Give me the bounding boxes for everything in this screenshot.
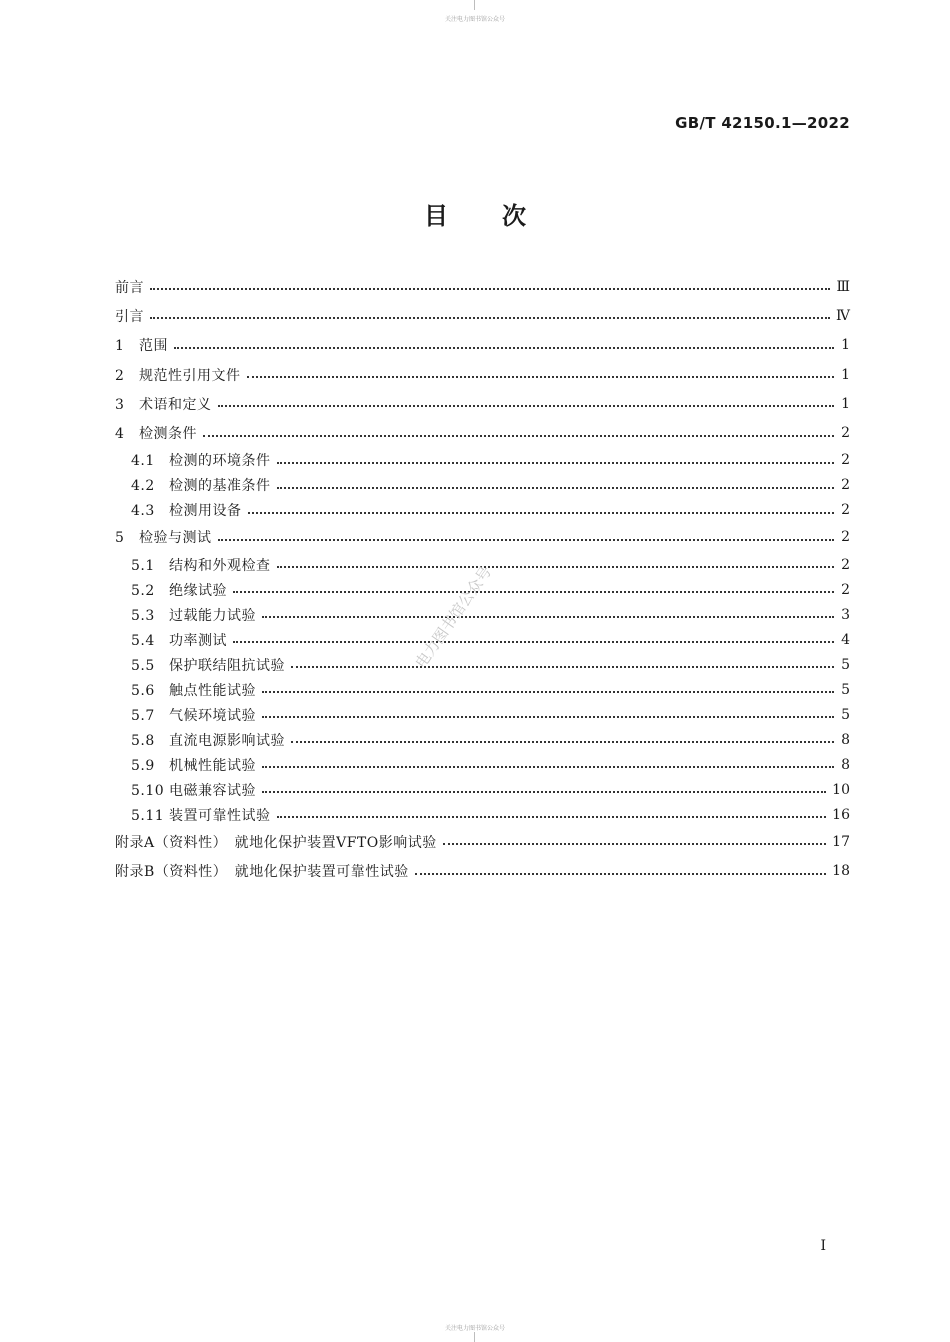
toc-entry-page: 17 bbox=[832, 833, 850, 850]
toc-entry-label bbox=[115, 680, 256, 700]
toc-entry[interactable] bbox=[115, 448, 850, 473]
toc-entry-label bbox=[115, 730, 285, 750]
toc-entry-number: 4.1 bbox=[131, 453, 155, 470]
toc-entry[interactable] bbox=[115, 418, 850, 447]
toc-entry-number: 5.1 bbox=[131, 557, 155, 574]
toc-entry-text: 触点性能试验 bbox=[169, 682, 256, 699]
toc-entry-page: 8 bbox=[841, 756, 850, 773]
toc-entry[interactable] bbox=[115, 523, 850, 552]
toc-leader-dots bbox=[262, 715, 834, 718]
toc-entry-label bbox=[115, 306, 144, 326]
toc-entry-text: 附录A（资料性） 就地化保护装置VFTO影响试验 bbox=[115, 834, 437, 851]
toc-entry-label bbox=[115, 705, 256, 725]
toc-entry-number: 5.6 bbox=[131, 682, 155, 699]
toc-leader-dots bbox=[262, 790, 826, 793]
toc-entry-page: 2 bbox=[841, 581, 850, 598]
toc-entry-page: 2 bbox=[841, 502, 850, 519]
toc-leader-dots bbox=[247, 375, 835, 378]
toc-entry-text: 规范性引用文件 bbox=[139, 367, 241, 384]
toc-entry-text: 绝缘试验 bbox=[169, 582, 227, 599]
toc-entry-label bbox=[115, 580, 227, 600]
toc-entry-page: 2 bbox=[841, 529, 850, 546]
toc-entry-text: 保护联结阻抗试验 bbox=[169, 657, 285, 674]
watermark-rule-bottom bbox=[474, 1332, 475, 1342]
toc-leader-dots bbox=[277, 461, 835, 464]
toc-entry-number: 5.7 bbox=[131, 707, 155, 724]
toc-entry-label bbox=[115, 655, 285, 675]
toc-entry-label bbox=[115, 755, 256, 775]
toc-entry-label bbox=[115, 630, 227, 650]
toc-leader-dots bbox=[248, 511, 835, 514]
toc-entry-number: 3 bbox=[115, 396, 125, 413]
toc-entry-page: 1 bbox=[841, 366, 850, 383]
toc-entry-label bbox=[115, 423, 197, 443]
toc-leader-dots bbox=[443, 842, 826, 845]
toc-entry-page: 4 bbox=[841, 631, 850, 648]
toc-entry[interactable] bbox=[115, 702, 850, 727]
toc-entry-page: 2 bbox=[841, 556, 850, 573]
toc-entry-page: 5 bbox=[841, 656, 850, 673]
standard-number: GB/T 42150.1—2022 bbox=[675, 114, 850, 132]
toc-leader-dots bbox=[203, 434, 834, 437]
toc-entry-page: 2 bbox=[841, 477, 850, 494]
page-number: Ⅰ bbox=[820, 1238, 826, 1254]
toc-entry-page: 5 bbox=[841, 706, 850, 723]
toc-entry-text: 气候环境试验 bbox=[169, 707, 256, 724]
toc-entry-label bbox=[115, 394, 212, 414]
toc-entry-text: 功率测试 bbox=[169, 632, 227, 649]
toc-leader-dots bbox=[277, 815, 827, 818]
toc-entry[interactable] bbox=[115, 827, 850, 856]
toc-entry[interactable] bbox=[115, 777, 850, 802]
toc-entry[interactable] bbox=[115, 752, 850, 777]
toc-entry-page: Ⅲ bbox=[836, 278, 850, 295]
toc-entry-label bbox=[115, 277, 144, 297]
toc-entry-number: 5 bbox=[115, 530, 125, 547]
toc-entry-label bbox=[115, 475, 271, 495]
toc-leader-dots bbox=[233, 590, 834, 593]
toc-entry[interactable] bbox=[115, 272, 850, 301]
toc-entry-page: 16 bbox=[832, 806, 850, 823]
watermark-center: 电力图书馆公众号 bbox=[411, 562, 496, 672]
toc-entry-number: 5.2 bbox=[131, 582, 155, 599]
page-title: 目次 bbox=[424, 202, 580, 230]
toc-leader-dots bbox=[218, 538, 835, 541]
toc-entry-label bbox=[115, 335, 168, 355]
toc-entry-text: 范围 bbox=[139, 338, 168, 355]
toc-entry-label bbox=[115, 780, 256, 800]
toc-entry-label bbox=[115, 805, 271, 825]
toc-entry-page: 2 bbox=[841, 425, 850, 442]
toc-entry-text: 直流电源影响试验 bbox=[169, 732, 285, 749]
toc-entry-text: 检测的环境条件 bbox=[169, 453, 271, 470]
toc-entry[interactable] bbox=[115, 727, 850, 752]
toc-entry-number: 5.10 bbox=[131, 782, 165, 799]
toc-entry-number: 5.9 bbox=[131, 757, 155, 774]
toc-entry[interactable] bbox=[115, 498, 850, 523]
toc-entry-page: 1 bbox=[841, 337, 850, 354]
toc-entry-number: 4.2 bbox=[131, 478, 155, 495]
toc-entry-number: 5.4 bbox=[131, 632, 155, 649]
toc-leader-dots bbox=[150, 287, 830, 290]
toc-leader-dots bbox=[291, 665, 834, 668]
toc-entry-text: 前言 bbox=[115, 279, 144, 296]
toc-leader-dots bbox=[415, 872, 826, 875]
toc-entry-number: 1 bbox=[115, 338, 125, 355]
watermark-rule-top bbox=[474, 0, 475, 10]
toc-entry-text: 装置可靠性试验 bbox=[169, 807, 271, 824]
toc-entry-label bbox=[115, 450, 271, 470]
toc-entry-number: 4 bbox=[115, 426, 125, 443]
toc-entry-text: 检测的基准条件 bbox=[169, 478, 271, 495]
toc-leader-dots bbox=[150, 316, 830, 319]
toc-entry-number: 2 bbox=[115, 367, 125, 384]
toc-entry[interactable] bbox=[115, 360, 850, 389]
toc-entry[interactable] bbox=[115, 802, 850, 827]
toc-leader-dots bbox=[174, 346, 834, 349]
toc-entry-label bbox=[115, 500, 242, 520]
toc-entry-page: 18 bbox=[832, 863, 850, 880]
toc-entry-number: 5.5 bbox=[131, 657, 155, 674]
toc-leader-dots bbox=[262, 765, 834, 768]
toc-leader-dots bbox=[233, 640, 834, 643]
toc-entry[interactable] bbox=[115, 473, 850, 498]
toc-entry-number: 5.11 bbox=[131, 807, 165, 824]
toc-entry-text: 过载能力试验 bbox=[169, 607, 256, 624]
toc-leader-dots bbox=[262, 615, 834, 618]
toc-entry-label bbox=[115, 861, 409, 881]
toc-entry-text: 检测用设备 bbox=[169, 503, 242, 520]
toc-entry[interactable] bbox=[115, 677, 850, 702]
toc-entry[interactable] bbox=[115, 602, 850, 627]
toc-entry[interactable] bbox=[115, 331, 850, 360]
toc-entry-text: 检验与测试 bbox=[139, 530, 212, 547]
toc-leader-dots bbox=[277, 486, 835, 489]
toc-entry-text: 结构和外观检查 bbox=[169, 557, 271, 574]
toc-entry-page: 1 bbox=[841, 395, 850, 412]
toc-entry-text: 附录B（资料性） 就地化保护装置可靠性试验 bbox=[115, 864, 409, 881]
toc-entry-page: 8 bbox=[841, 731, 850, 748]
toc-entry[interactable] bbox=[115, 856, 850, 885]
toc-leader-dots bbox=[291, 740, 834, 743]
toc-entry-text: 术语和定义 bbox=[139, 396, 212, 413]
toc-entry-label bbox=[115, 365, 241, 385]
toc-leader-dots bbox=[277, 565, 835, 568]
toc-entry-text: 引言 bbox=[115, 308, 144, 325]
toc-entry-page: Ⅳ bbox=[836, 307, 850, 324]
toc-entry-number: 5.8 bbox=[131, 732, 155, 749]
toc-leader-dots bbox=[262, 690, 834, 693]
toc-entry-label bbox=[115, 527, 212, 547]
toc-entry-text: 机械性能试验 bbox=[169, 757, 256, 774]
toc-entry-page: 10 bbox=[832, 781, 850, 798]
toc-entry-page: 3 bbox=[841, 606, 850, 623]
toc-entry[interactable] bbox=[115, 389, 850, 418]
toc-entry[interactable] bbox=[115, 627, 850, 652]
toc-leader-dots bbox=[218, 404, 835, 407]
toc-entry-label bbox=[115, 605, 256, 625]
toc-entry-label bbox=[115, 832, 437, 852]
toc-entry-number: 4.3 bbox=[131, 503, 155, 520]
toc-entry-label bbox=[115, 555, 271, 575]
toc-entry-page: 5 bbox=[841, 681, 850, 698]
toc-entry-page: 2 bbox=[841, 452, 850, 469]
toc-entry[interactable] bbox=[115, 301, 850, 330]
toc-entry-text: 检测条件 bbox=[139, 426, 197, 443]
toc-entry[interactable] bbox=[115, 652, 850, 677]
watermark-bottom: 关注电力图书馆公众号 bbox=[444, 1325, 505, 1332]
toc-entry-number: 5.3 bbox=[131, 607, 155, 624]
toc-entry-text: 电磁兼容试验 bbox=[169, 782, 256, 799]
watermark-top: 关注电力图书馆公众号 bbox=[444, 16, 505, 23]
